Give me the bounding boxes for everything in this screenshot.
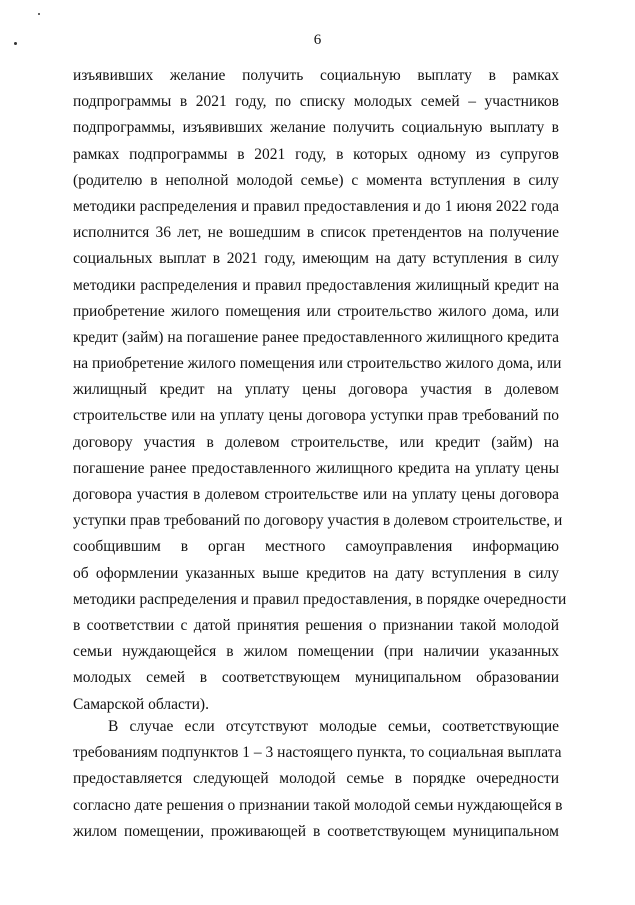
paragraph-1 (73, 63, 567, 718)
text-line: строительстве или на уплату цены договора уступки прав требований по (73, 407, 559, 425)
text-line: рамках подпрограммы в 2021 году, в которых одному из супругов (73, 145, 559, 163)
text-line: погашение ранее предоставленного жилищного кредита на уплату цены (73, 459, 559, 477)
text-line: социальных выплат в 2021 году, имеющим на дату вступления в силу (73, 250, 559, 268)
text-line: исполнится 36 лет, не вошедшим в список претендентов на получение (73, 224, 559, 242)
text-line: методики распределения и правил предоставления, в порядке очередности (73, 590, 567, 608)
text-line: подпрограммы в 2021 году, по списку молодых семей – участников (73, 93, 559, 111)
text-line: сообщившим в орган местного самоуправления информацию (73, 538, 559, 556)
scan-speck (38, 13, 40, 15)
paragraph-2 (73, 714, 563, 845)
text-line: В случае если отсутствуют молодые семьи, соответствующие (108, 718, 559, 735)
text-line: согласно дате решения о признании такой молодой семьи нуждающейся в (73, 796, 563, 814)
text-line: на приобретение жилого помещения или строительство жилого дома, или (73, 355, 562, 373)
text-line: договору участия в долевом строительстве, или кредит (займ) на (73, 433, 559, 451)
text-line: уступки прав требований по договору участия в долевом строительстве, и (73, 512, 563, 530)
text-line: в соответствии с датой принятия решения о признании такой молодой (73, 616, 559, 634)
text-line: подпрограммы, изъявивших желание получить социальную выплату в (73, 119, 559, 137)
text-line: кредит (займ) на погашение ранее предоставленного жилищного кредита (73, 328, 559, 346)
text-line: жилом помещении, проживающей в соответствующем муниципальном (73, 822, 559, 840)
text-line: предоставляется следующей молодой семье в порядке очередности (73, 770, 559, 788)
text-line: приобретение жилого помещения или строительство жилого дома, или (73, 302, 559, 320)
page-number: 6 (313, 32, 322, 48)
text-line: требованиям подпунктов 1 – 3 настоящего пункта, то социальная выплата (73, 744, 562, 762)
text-line: молодых семей в соответствующем муниципальном образовании (73, 669, 559, 687)
text-line: методики распределения и правил предоставления жилищный кредит на (73, 276, 559, 294)
text-line: Самарской области). (73, 695, 209, 713)
text-line: жилищный кредит на уплату цены договора участия в долевом (73, 381, 559, 399)
text-line: изъявивших желание получить социальную выплату в рамках (73, 67, 559, 84)
text-line: (родителю в неполной молодой семье) с момента вступления в силу (73, 171, 559, 189)
text-line: договора участия в долевом строительстве или на уплату цены договора (73, 486, 559, 503)
text-line: методики распределения и правил предоставления и до 1 июня 2022 года (73, 197, 559, 215)
text-line: об оформлении указанных выше кредитов на дату вступления в силу (73, 564, 559, 582)
text-line: семьи нуждающейся в жилом помещении (при наличии указанных (73, 643, 559, 661)
